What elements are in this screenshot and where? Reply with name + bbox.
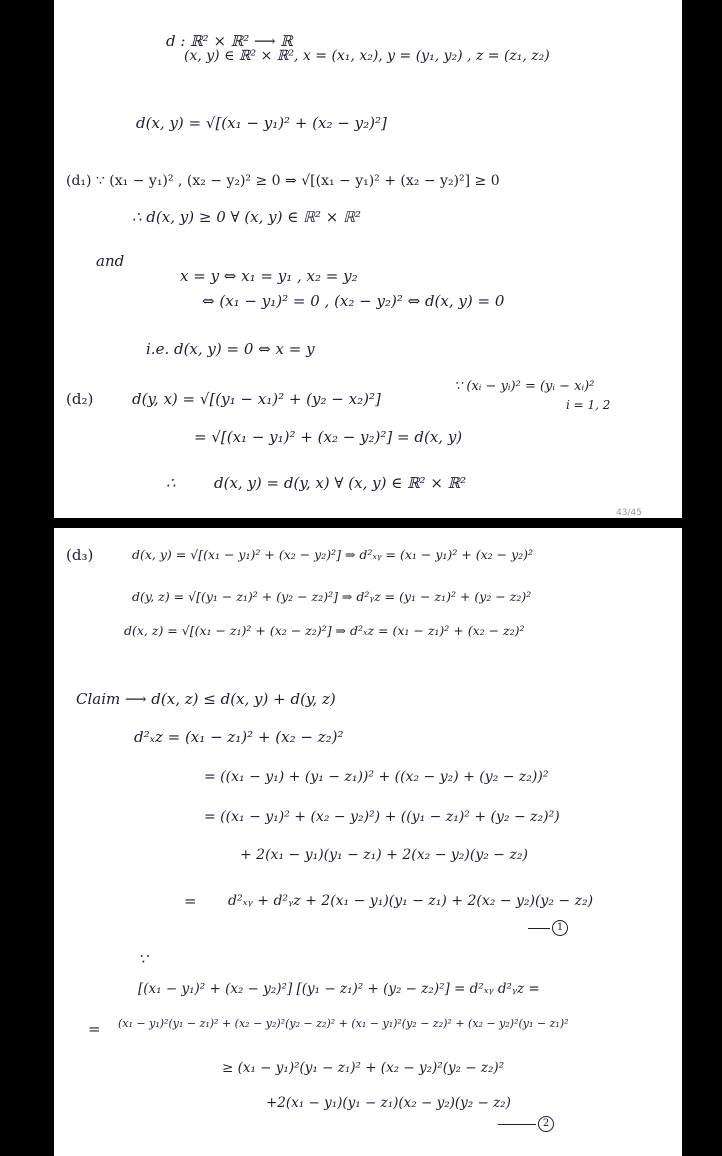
equality-conclusion: i.e. d(x, y) = 0 ⇔ x = y bbox=[146, 340, 315, 358]
equality-line-2: ⇔ (x₁ − y₁)² = 0 , (x₂ − y₂)² ⇔ d(x, y) = 0 bbox=[202, 292, 505, 310]
map-definition: d : ℝ² × ℝ² ⟶ ℝ bbox=[166, 32, 293, 50]
symmetry-formula: d(y, x) = √[(y₁ − x₁)² + (y₂ − x₂)²] bbox=[132, 390, 381, 408]
page-number: 43/45 bbox=[616, 508, 642, 518]
and-label: and bbox=[96, 252, 125, 270]
property-d3-label: (d₃) bbox=[66, 546, 94, 564]
equation-marker-1: 1 bbox=[552, 920, 568, 936]
triangle-claim: Claim ⟶ d(x, z) ≤ d(x, y) + d(y, z) bbox=[76, 690, 336, 708]
marker-1-underline bbox=[528, 928, 550, 929]
expansion-line-4: + 2(x₁ − y₁)(y₁ − z₁) + 2(x₂ − y₂)(y₂ − z₂) bbox=[240, 847, 528, 863]
because-symbol: ∵ bbox=[138, 950, 148, 968]
expansion-line-1: d²ₓz = (x₁ − z₁)² + (x₂ − z₂)² bbox=[134, 728, 344, 746]
domain-line: (x, y) ∈ ℝ² × ℝ², x = (x₁, x₂), y = (y₁, y₂) , z = (z₁, z₂) bbox=[184, 48, 550, 64]
distance-xy: d(x, y) = √[(x₁ − y₁)² + (x₂ − y₂)²] ⇒ d²ₓᵧ = (x₁ − y₁)² + (x₂ − y₂)² bbox=[132, 547, 534, 562]
symmetry-reason: ∵ (xᵢ − yᵢ)² = (yᵢ − xᵢ)² bbox=[454, 379, 595, 394]
notes-page-2 bbox=[54, 528, 682, 1156]
expansion-result: d²ₓᵧ + d²ᵧz + 2(x₁ − y₁)(y₁ − z₁) + 2(x₂ − y₂)(y₂ − z₂) bbox=[228, 893, 594, 909]
therefore-symbol: ∴ bbox=[166, 474, 176, 492]
metric-formula: d(x, y) = √[(x₁ − y₁)² + (x₂ − y₂)²] bbox=[136, 114, 387, 132]
symmetry-equality: = √[(x₁ − y₁)² + (x₂ − y₂)²] = d(x, y) bbox=[194, 428, 463, 446]
distance-yz: d(y, z) = √[(y₁ − z₁)² + (y₂ − z₂)²] ⇒ d²ᵧz = (y₁ − z₁)² + (y₂ − z₂)² bbox=[132, 589, 532, 604]
property-d1-line: (d₁) ∵ (x₁ − y₁)² , (x₂ − y₂)² ≥ 0 ⇒ √[(x₁ − y₁)² + (x₂ − y₂)²] ≥ 0 bbox=[66, 173, 500, 189]
marker-2-underline bbox=[498, 1124, 536, 1125]
symmetry-index: i = 1, 2 bbox=[566, 398, 611, 412]
equality-line-1: x = y ⇔ x₁ = y₁ , x₂ = y₂ bbox=[180, 267, 358, 285]
page-separator bbox=[0, 518, 722, 528]
nonnegativity-conclusion: ∴ d(x, y) ≥ 0 ∀ (x, y) ∈ ℝ² × ℝ² bbox=[132, 208, 362, 226]
expansion-line-3: = ((x₁ − y₁)² + (x₂ − y₂)²) + ((y₁ − z₁)² + (y₂ − z₂)²) bbox=[204, 809, 560, 825]
product-expansion: (x₁ − y₁)²(y₁ − z₁)² + (x₂ − y₂)²(y₂ − z₂)² + (x₁ − y₁)²(y₂ − z₂)² + (x₂ − y₂)²(y₁ − z₁)² bbox=[118, 1017, 569, 1030]
expansion-line-2: = ((x₁ − y₁) + (y₁ − z₁))² + ((x₂ − y₂) + (y₂ − z₂))² bbox=[204, 769, 549, 785]
distance-xz: d(x, z) = √[(x₁ − z₁)² + (x₂ − z₂)²] ⇒ d²ₓz = (x₁ − z₁)² + (x₂ − z₂)² bbox=[124, 623, 525, 638]
inequality-line-2: +2(x₁ − y₁)(y₁ − z₁)(x₂ − y₂)(y₂ − z₂) bbox=[266, 1095, 511, 1111]
equation-marker-2: 2 bbox=[538, 1116, 554, 1132]
equals-sign-2: = bbox=[88, 1020, 101, 1038]
equals-sign: = bbox=[184, 892, 197, 910]
property-d2-label: (d₂) bbox=[66, 390, 94, 408]
notes-page-1 bbox=[54, 0, 682, 518]
product-line: [(x₁ − y₁)² + (x₂ − y₂)²] [(y₁ − z₁)² + (y₂ − z₂)²] = d²ₓᵧ d²ᵧz = bbox=[138, 981, 540, 997]
symmetry-conclusion: d(x, y) = d(y, x) ∀ (x, y) ∈ ℝ² × ℝ² bbox=[214, 474, 467, 492]
inequality-line: ≥ (x₁ − y₁)²(y₁ − z₁)² + (x₂ − y₂)²(y₂ − z₂)² bbox=[222, 1060, 505, 1076]
